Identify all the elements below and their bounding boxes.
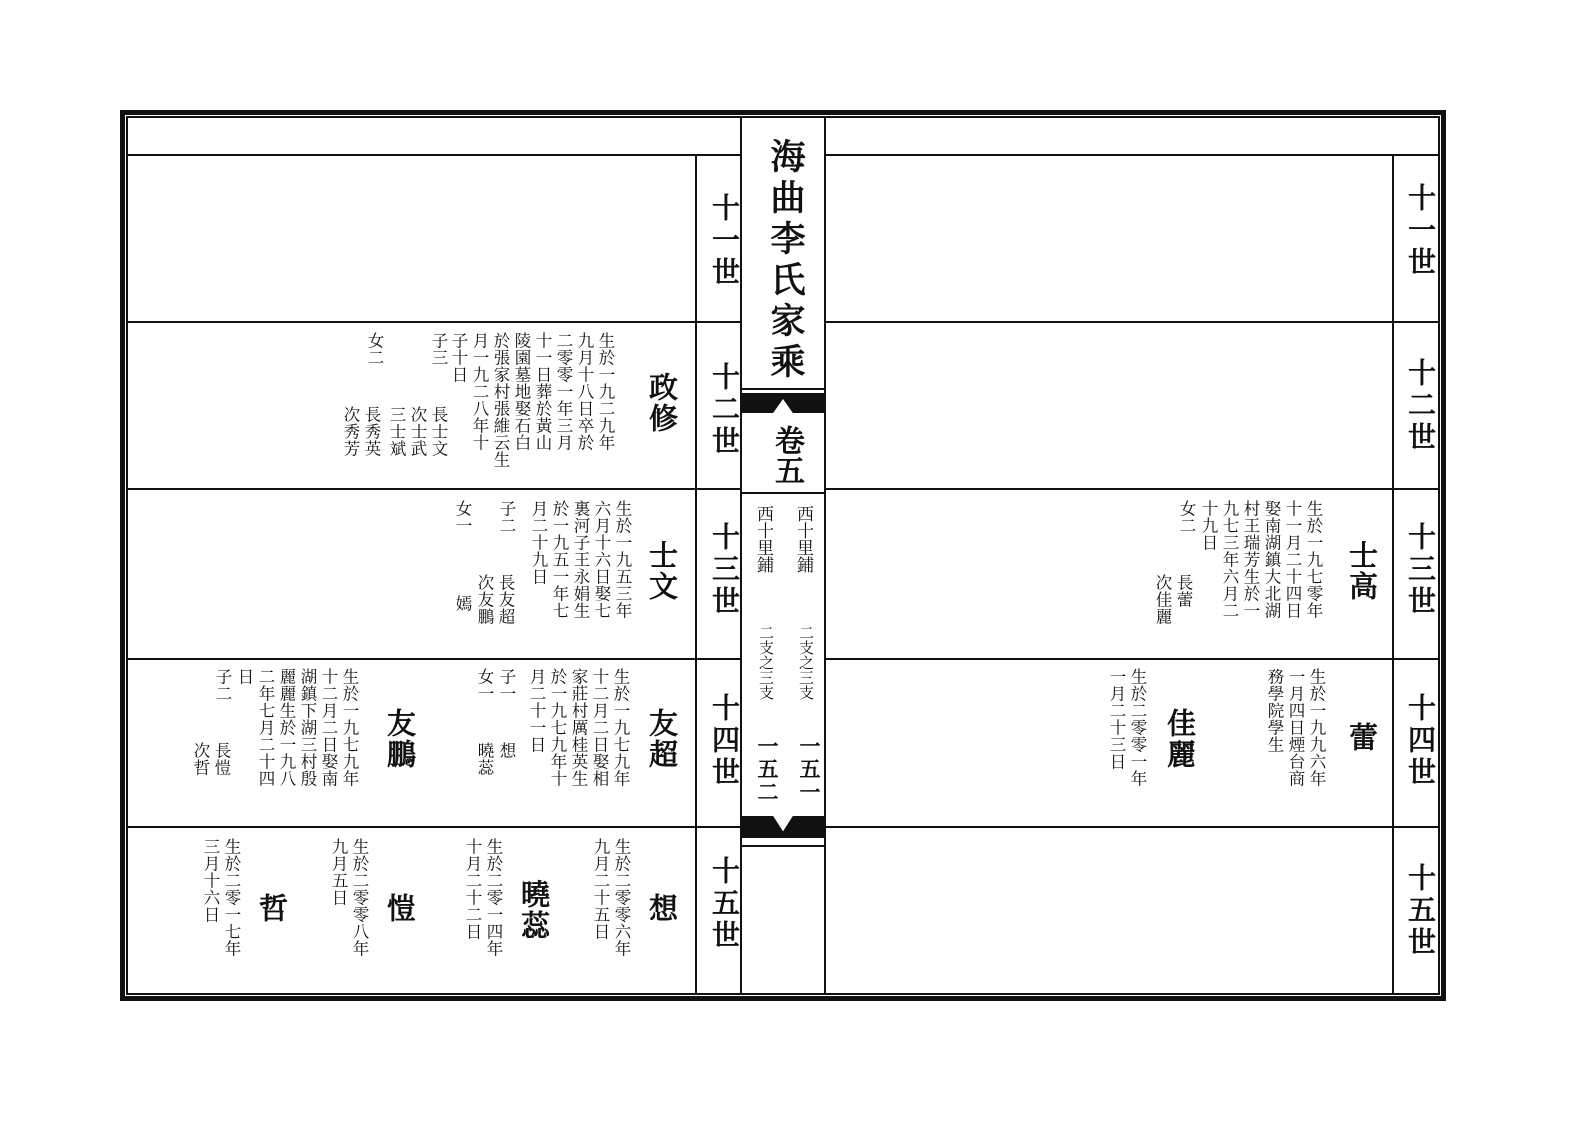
right-row-rule-4 — [826, 826, 1438, 828]
gen14a-sons-label: 子一 — [497, 668, 516, 702]
left-gen-label-15: 十五世 — [708, 856, 741, 952]
right-gen14a-bio: 生於一九九六年 一月四日煙台商 務學院學生 — [1265, 668, 1326, 787]
spine-right-branch: 二支之三支 — [797, 625, 815, 700]
gen13-sons-label: 子二 — [497, 500, 516, 534]
right-row-rule-3 — [826, 658, 1438, 660]
left-gen-label-13: 十三世 — [708, 522, 741, 618]
gen14b-sons: 長愷 次哲 — [191, 742, 231, 776]
gen13-daughters: 嫣 — [453, 595, 472, 612]
gen12-bio: 生於一九二九年 九月十八日卒於 二零零一年三月 十一日葬於黃山 陵園墓地娶石白 於張家村張維云生 月一九二八年十 子十日 — [449, 332, 615, 468]
book-title: 海曲李氏家乘 — [765, 138, 806, 384]
gen12-sons-label: 子三 — [429, 332, 448, 366]
gen14a-daughters: 曉蕊 — [475, 742, 494, 776]
right-gen13-daughters-label: 女二 — [1177, 500, 1196, 534]
right-gen-column-rule — [1392, 154, 1394, 995]
left-row-rule-1 — [128, 321, 740, 323]
gen15-bio-xiaorui: 生於二零一四年 十月二十二日 — [463, 838, 503, 957]
gen14a-sons: 想 — [497, 742, 516, 759]
gen15-bio-zhe: 生於二零一七年 三月十六日 — [201, 838, 241, 957]
right-header-rule — [826, 154, 1438, 156]
gen15-bio-kai: 生於二零零八年 九月五日 — [329, 838, 369, 957]
right-gen14b-name: 佳麗 — [1163, 708, 1197, 770]
gen12-name: 政修 — [645, 372, 679, 434]
right-gen13-daughters: 長蕾 次佳麗 — [1153, 574, 1193, 625]
gen13-daughters-label: 女一 — [453, 500, 472, 534]
left-row-rule-4 — [128, 826, 740, 828]
right-gen-label-13: 十三世 — [1404, 522, 1437, 618]
right-gen-label-15: 十五世 — [1404, 863, 1437, 959]
gen15-name-kai: 愷 — [383, 893, 417, 924]
spine-rule-volume — [742, 492, 824, 494]
right-gen14b-bio: 生於二零零一年 一月二十三日 — [1107, 668, 1147, 787]
spine-right-page-number: 一五一 — [797, 735, 822, 804]
gen15-name-xiaorui: 曉蕊 — [517, 879, 551, 941]
gen14a-daughters-label: 女一 — [475, 668, 494, 702]
gen12-daughters: 長秀英 次秀芳 — [341, 406, 381, 457]
spine-rule-title — [742, 388, 824, 390]
right-row-rule-2 — [826, 488, 1438, 490]
right-gen13-name: 士高 — [1345, 540, 1379, 602]
left-gen-column-rule — [695, 154, 697, 995]
gen14b-name: 友鵬 — [383, 708, 417, 770]
spine-left-place: 西十里鋪 — [753, 505, 773, 573]
gen14a-bio: 生於一九七九年 十二月二日娶相 家莊村厲桂英生 於一九七九年十 月二十一日 — [527, 668, 630, 787]
gen15-name-xiang: 想 — [645, 893, 679, 924]
right-gen14a-name: 蕾 — [1345, 722, 1379, 753]
right-gen-label-12: 十二世 — [1404, 358, 1437, 454]
left-header-rule — [128, 154, 742, 156]
left-row-rule-2 — [128, 488, 740, 490]
right-gen13-bio: 生於一九七零年 十一月二十四日 娶南湖鎮大北湖 村王瑞芳生於一 九七三年六月二 十九日 — [1199, 500, 1323, 619]
spine-right-place: 西十里鋪 — [793, 505, 813, 573]
left-gen-label-11: 十一世 — [708, 193, 741, 289]
gen13-sons: 長友超 次友鵬 — [475, 574, 515, 625]
spine-left-branch: 二支之三支 — [757, 625, 775, 700]
right-gen-label-14: 十四世 — [1404, 693, 1437, 789]
gen15-bio-xiang: 生於二零零六年 九月二十五日 — [591, 838, 631, 957]
gen13-bio: 生於一九五三年 六月十六日娶七 裏河子王永娟生 於一九五一年七 月二十九日 — [529, 500, 632, 619]
right-gen-label-11: 十一世 — [1404, 183, 1437, 279]
gen14b-sons-label: 子二 — [213, 668, 232, 702]
gen15-name-zhe: 哲 — [255, 893, 289, 924]
gen12-daughters-label: 女二 — [365, 332, 384, 366]
left-row-rule-3 — [128, 658, 740, 660]
gen14b-bio: 生於一九七九年 十二月二日娶南 湖鎮下湖三村殷 麗麗生於一九八 二年七月二十四 日 — [235, 668, 359, 787]
volume-label: 卷五 — [769, 425, 804, 485]
spine-right-rule — [824, 118, 826, 995]
right-row-rule-1 — [826, 321, 1438, 323]
left-gen-label-12: 十二世 — [708, 362, 741, 458]
spine-left-page-number: 一五二 — [755, 735, 780, 804]
spine-rule-bottom — [742, 845, 824, 847]
left-gen-label-14: 十四世 — [708, 693, 741, 789]
gen14a-name: 友超 — [645, 708, 679, 770]
gen13-name: 士文 — [645, 540, 679, 602]
gen12-sons: 長士文 次士武 三士斌 — [387, 406, 448, 457]
